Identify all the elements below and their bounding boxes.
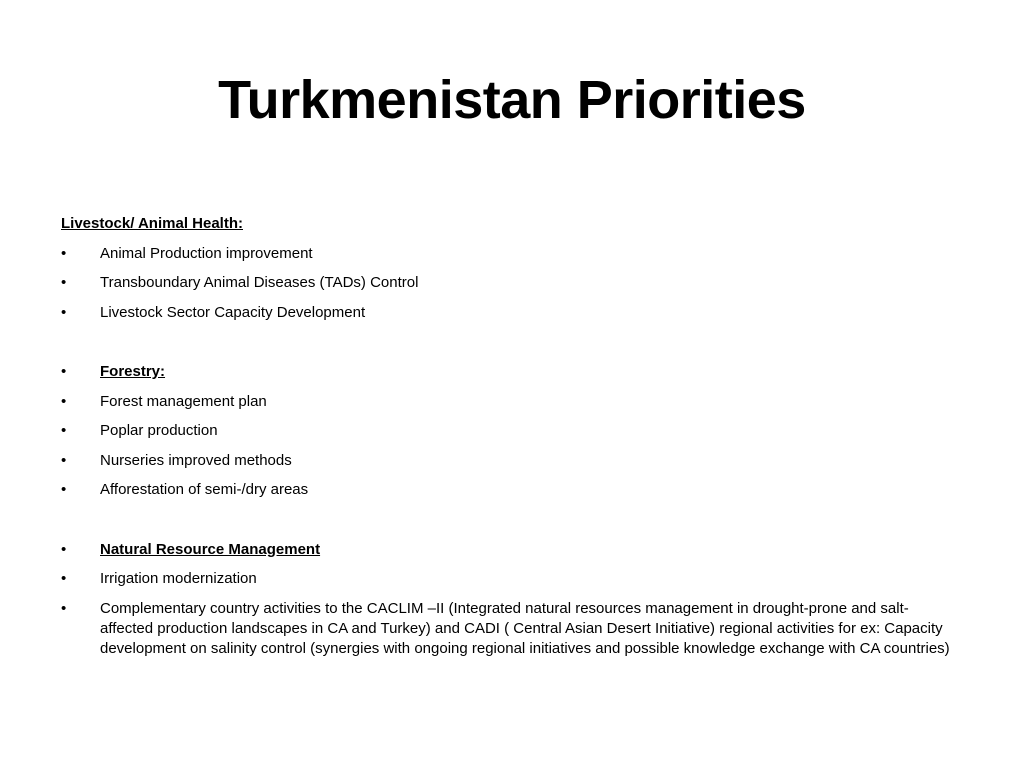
bullet-icon: •: [61, 570, 67, 587]
section-heading-forestry-label: Forestry:: [100, 363, 166, 380]
list-item-text: Complementary country activities to the CACLIM –II (Integrated natural resources management in drought-prone and salt-affected production landscapes in CA and Turkey) and CADI ( Central Asian Desert Initiative) regional activities for ex: Capacity development on salinity control (synergies with ongoing regional initiatives and possible knowledge exchange with CA countries): [100, 599, 950, 657]
list-item: [61, 244, 961, 264]
bullet-icon: •: [61, 392, 67, 410]
list-item: [61, 480, 961, 500]
list-item: [61, 599, 961, 659]
list-item: [61, 303, 961, 323]
bullet-icon: •: [61, 451, 67, 469]
bullet-icon: •: [61, 481, 67, 498]
section-heading-nrm-label: Natural Resource Management: [100, 540, 321, 558]
section-heading-nrm: [61, 540, 961, 560]
spacer: [61, 332, 961, 362]
bullet-icon: •: [61, 599, 67, 617]
list-item: [61, 392, 961, 412]
bullet-icon: •: [61, 363, 67, 380]
section-heading-livestock-label: Livestock/ Animal Health:: [61, 215, 243, 232]
slide-title: Turkmenistan Priorities: [218, 70, 806, 130]
bullet-icon: •: [61, 303, 67, 321]
list-item-text: Nurseries improved methods: [100, 451, 292, 469]
list-item-text: Forest management plan: [100, 392, 267, 410]
list-item-text: Livestock Sector Capacity Development: [100, 303, 366, 321]
list-item: [61, 273, 961, 293]
list-item-text: Animal Production improvement: [100, 244, 313, 262]
bullet-icon: •: [61, 244, 67, 262]
list-item-text: Irrigation modernization: [100, 570, 257, 587]
bullet-icon: •: [61, 422, 67, 439]
section-heading-forestry: [61, 362, 961, 382]
list-item-text: Transboundary Animal Diseases (TADs) Control: [100, 274, 419, 291]
list-item: [61, 421, 961, 441]
list-item: [61, 569, 961, 589]
bullet-icon: •: [61, 274, 67, 291]
list-item: [61, 451, 961, 471]
list-item-text: Afforestation of semi-/dry areas: [100, 481, 309, 498]
bullet-icon: •: [61, 540, 67, 558]
section-heading-livestock: [61, 214, 961, 234]
spacer: [61, 510, 961, 540]
list-item-text: Poplar production: [100, 422, 218, 439]
slide-body: [61, 214, 961, 668]
